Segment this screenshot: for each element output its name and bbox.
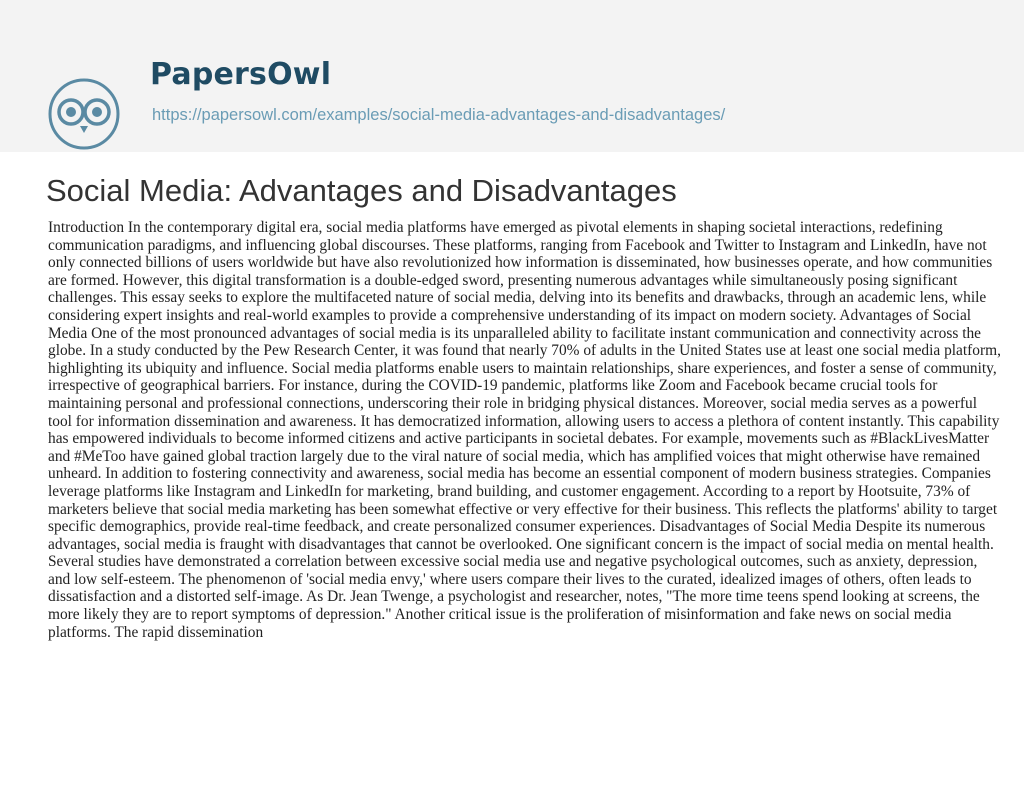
- source-url[interactable]: https://papersowl.com/examples/social-media-advantages-and-disadvantages/: [152, 106, 726, 124]
- document-body: Introduction In the contemporary digital era, social media platforms have emerged as pivotal elements in shaping societal interactions, redefining communication paradigms, and influencing global discourses. These platforms, ranging from Facebook and Twitter to Instagram and LinkedIn, have not only connected billions of users worldwide but have also revolutionized how information is disseminated, how businesses operate, and how communities are formed. However, this digital transformation is a double-edged sword, presenting numerous advantages while simultaneously posing significant challenges. This essay seeks to explore the multifaceted nature of social media, delving into its benefits and drawbacks, through an academic lens, while considering expert insights and real-world examples to provide a comprehensive understanding of its impact on modern society. Advantages of Social Media One of the most pronounced advantages of social media is its unparalleled ability to facilitate instant communication and connectivity across the globe. In a study conducted by the Pew Research Center, it was found that nearly 70% of adults in the United States use at least one social media platform, highlighting its ubiquity and influence. Social media platforms enable users to maintain relationships, share experiences, and foster a sense of community, irrespective of geographical barriers. For instance, during the COVID-19 pandemic, platforms like Zoom and Facebook became crucial tools for maintaining personal and professional connections, underscoring their role in bridging physical distances. Moreover, social media serves as a powerful tool for information dissemination and awareness. It has democratized information, allowing users to access a plethora of content instantly. This capability has empowered individuals to become informed citizens and active participants in societal debates. For example, movements such as #BlackLivesMatter and #MeToo have gained global traction largely due to the viral nature of social media, which has amplified voices that might otherwise have remained unheard. In addition to fostering connectivity and awareness, social media has become an essential component of modern business strategies. Companies leverage platforms like Instagram and LinkedIn for marketing, brand building, and customer engagement. According to a report by Hootsuite, 73% of marketers believe that social media marketing has been somewhat effective or very effective for their business. This reflects the platforms' ability to target specific demographics, provide real-time feedback, and create personalized consumer experiences. Disadvantages of Social Media Despite its numerous advantages, social media is fraught with disadvantages that cannot be overlooked. One significant concern is the impact of social media on mental health. Several studies have demonstrated a correlation between excessive social media use and negative psychological outcomes, such as anxiety, depression, and low self-esteem. The phenomenon of 'social media envy,' where users compare their lives to the curated, idealized images of others, often leads to dissatisfaction and a distorted self-image. As Dr. Jean Twenge, a psychologist and researcher, notes, "The more time teens spend looking at screens, the more likely they are to report symptoms of depression." Another critical issue is the proliferation of misinformation and fake news on social media platforms. The rapid dissemination: [48, 219, 1001, 641]
- owl-logo-icon: [44, 72, 124, 152]
- document-title: Social Media: Advantages and Disadvantages: [46, 173, 677, 208]
- owl-logo-graphic: [44, 72, 124, 152]
- brand-name: PapersOwl: [150, 57, 332, 92]
